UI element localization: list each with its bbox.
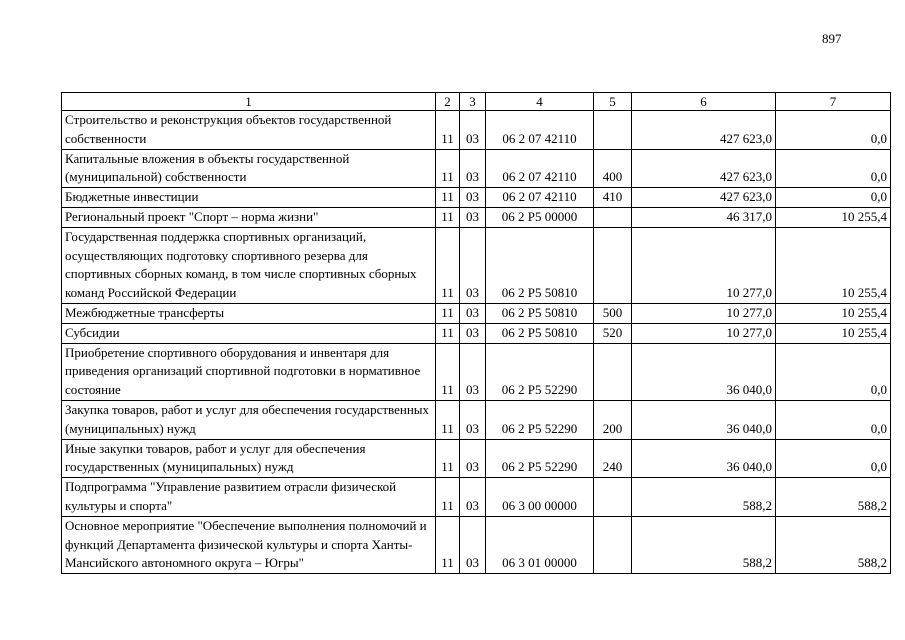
row-subsection: 03: [460, 343, 486, 400]
row-amount-1: 46 317,0: [632, 207, 776, 227]
row-target-code: 06 2 P5 52290: [486, 343, 594, 400]
row-section: 11: [436, 111, 460, 150]
row-name: Бюджетные инвестиции: [62, 188, 436, 208]
row-expense-type: 410: [594, 188, 632, 208]
row-subsection: 03: [460, 478, 486, 517]
row-amount-1: 36 040,0: [632, 439, 776, 478]
row-section: 11: [436, 439, 460, 478]
row-amount-1: 588,2: [632, 516, 776, 573]
header-col-7: 7: [776, 93, 891, 111]
row-target-code: 06 2 07 42110: [486, 111, 594, 150]
row-name: Региональный проект "Спорт – норма жизни": [62, 207, 436, 227]
row-section: 11: [436, 188, 460, 208]
row-amount-1: 10 277,0: [632, 303, 776, 323]
row-expense-type: 520: [594, 323, 632, 343]
row-subsection: 03: [460, 188, 486, 208]
row-target-code: 06 2 P5 00000: [486, 207, 594, 227]
row-amount-2: 0,0: [776, 439, 891, 478]
row-subsection: 03: [460, 400, 486, 439]
row-target-code: 06 2 07 42110: [486, 149, 594, 188]
row-expense-type: [594, 111, 632, 150]
row-section: 11: [436, 516, 460, 573]
row-name: Межбюджетные трансферты: [62, 303, 436, 323]
row-section: 11: [436, 149, 460, 188]
row-amount-1: 427 623,0: [632, 188, 776, 208]
row-amount-1: 427 623,0: [632, 149, 776, 188]
row-amount-1: 588,2: [632, 478, 776, 517]
row-section: 11: [436, 207, 460, 227]
row-amount-2: 588,2: [776, 478, 891, 517]
table-row: [62, 400, 891, 439]
row-target-code: 06 2 P5 52290: [486, 439, 594, 478]
row-expense-type: [594, 478, 632, 517]
row-name: Приобретение спортивного оборудования и инвентаря для приведения организаций спортивной подготовки в нормативное состояние: [62, 343, 436, 400]
row-name: Закупка товаров, работ и услуг для обеспечения государственных (муниципальных) нужд: [62, 400, 436, 439]
row-section: 11: [436, 478, 460, 517]
row-target-code: 06 2 P5 50810: [486, 303, 594, 323]
table-row: [62, 188, 891, 208]
row-amount-2: 0,0: [776, 400, 891, 439]
row-amount-1: 36 040,0: [632, 343, 776, 400]
header-col-1: 1: [62, 93, 436, 111]
row-name: Субсидии: [62, 323, 436, 343]
table-row: [62, 439, 891, 478]
table-row: [62, 516, 891, 573]
row-subsection: 03: [460, 227, 486, 303]
row-expense-type: 500: [594, 303, 632, 323]
row-amount-2: 10 255,4: [776, 323, 891, 343]
table-row: [62, 207, 891, 227]
budget-table: [61, 92, 891, 574]
row-target-code: 06 3 01 00000: [486, 516, 594, 573]
row-target-code: 06 2 07 42110: [486, 188, 594, 208]
table-row: [62, 227, 891, 303]
row-amount-2: 10 255,4: [776, 227, 891, 303]
row-name: Строительство и реконструкция объектов государственной собственности: [62, 111, 436, 150]
row-expense-type: [594, 343, 632, 400]
row-subsection: 03: [460, 439, 486, 478]
header-col-2: 2: [436, 93, 460, 111]
table-row: [62, 303, 891, 323]
row-name: Иные закупки товаров, работ и услуг для обеспечения государственных (муниципальных) нужд: [62, 439, 436, 478]
row-expense-type: 200: [594, 400, 632, 439]
row-section: 11: [436, 227, 460, 303]
table-row: [62, 111, 891, 150]
table-row: [62, 149, 891, 188]
row-subsection: 03: [460, 516, 486, 573]
header-row: [62, 93, 891, 111]
row-amount-2: 0,0: [776, 111, 891, 150]
row-expense-type: [594, 227, 632, 303]
table-row: [62, 478, 891, 517]
header-col-4: 4: [486, 93, 594, 111]
row-amount-2: 0,0: [776, 149, 891, 188]
row-target-code: 06 2 P5 50810: [486, 323, 594, 343]
row-section: 11: [436, 303, 460, 323]
row-amount-1: 36 040,0: [632, 400, 776, 439]
row-subsection: 03: [460, 111, 486, 150]
row-section: 11: [436, 400, 460, 439]
table-row: [62, 343, 891, 400]
row-name: Государственная поддержка спортивных организаций, осуществляющих подготовку спортивного резерва для спортивных сборных команд, в том числе спортивных сборных команд Российской Федерации: [62, 227, 436, 303]
row-expense-type: [594, 516, 632, 573]
table-row: [62, 323, 891, 343]
row-target-code: 06 3 00 00000: [486, 478, 594, 517]
row-section: 11: [436, 343, 460, 400]
row-subsection: 03: [460, 323, 486, 343]
row-amount-2: 588,2: [776, 516, 891, 573]
row-name: Подпрограмма "Управление развитием отрасли физической культуры и спорта": [62, 478, 436, 517]
row-expense-type: 240: [594, 439, 632, 478]
row-amount-2: 10 255,4: [776, 207, 891, 227]
header-col-3: 3: [460, 93, 486, 111]
row-amount-2: 0,0: [776, 343, 891, 400]
row-target-code: 06 2 P5 52290: [486, 400, 594, 439]
row-amount-2: 0,0: [776, 188, 891, 208]
row-expense-type: [594, 207, 632, 227]
row-subsection: 03: [460, 207, 486, 227]
row-subsection: 03: [460, 149, 486, 188]
row-amount-1: 427 623,0: [632, 111, 776, 150]
row-section: 11: [436, 323, 460, 343]
row-name: Капитальные вложения в объекты государственной (муниципальной) собственности: [62, 149, 436, 188]
header-col-5: 5: [594, 93, 632, 111]
row-target-code: 06 2 P5 50810: [486, 227, 594, 303]
row-subsection: 03: [460, 303, 486, 323]
header-col-6: 6: [632, 93, 776, 111]
row-amount-1: 10 277,0: [632, 227, 776, 303]
page-number: 897: [822, 31, 842, 46]
row-expense-type: 400: [594, 149, 632, 188]
row-name: Основное мероприятие "Обеспечение выполнения полномочий и функций Департамента физической культуры и спорта Ханты-Мансийского автономного округа – Югры": [62, 516, 436, 573]
row-amount-1: 10 277,0: [632, 323, 776, 343]
row-amount-2: 10 255,4: [776, 303, 891, 323]
